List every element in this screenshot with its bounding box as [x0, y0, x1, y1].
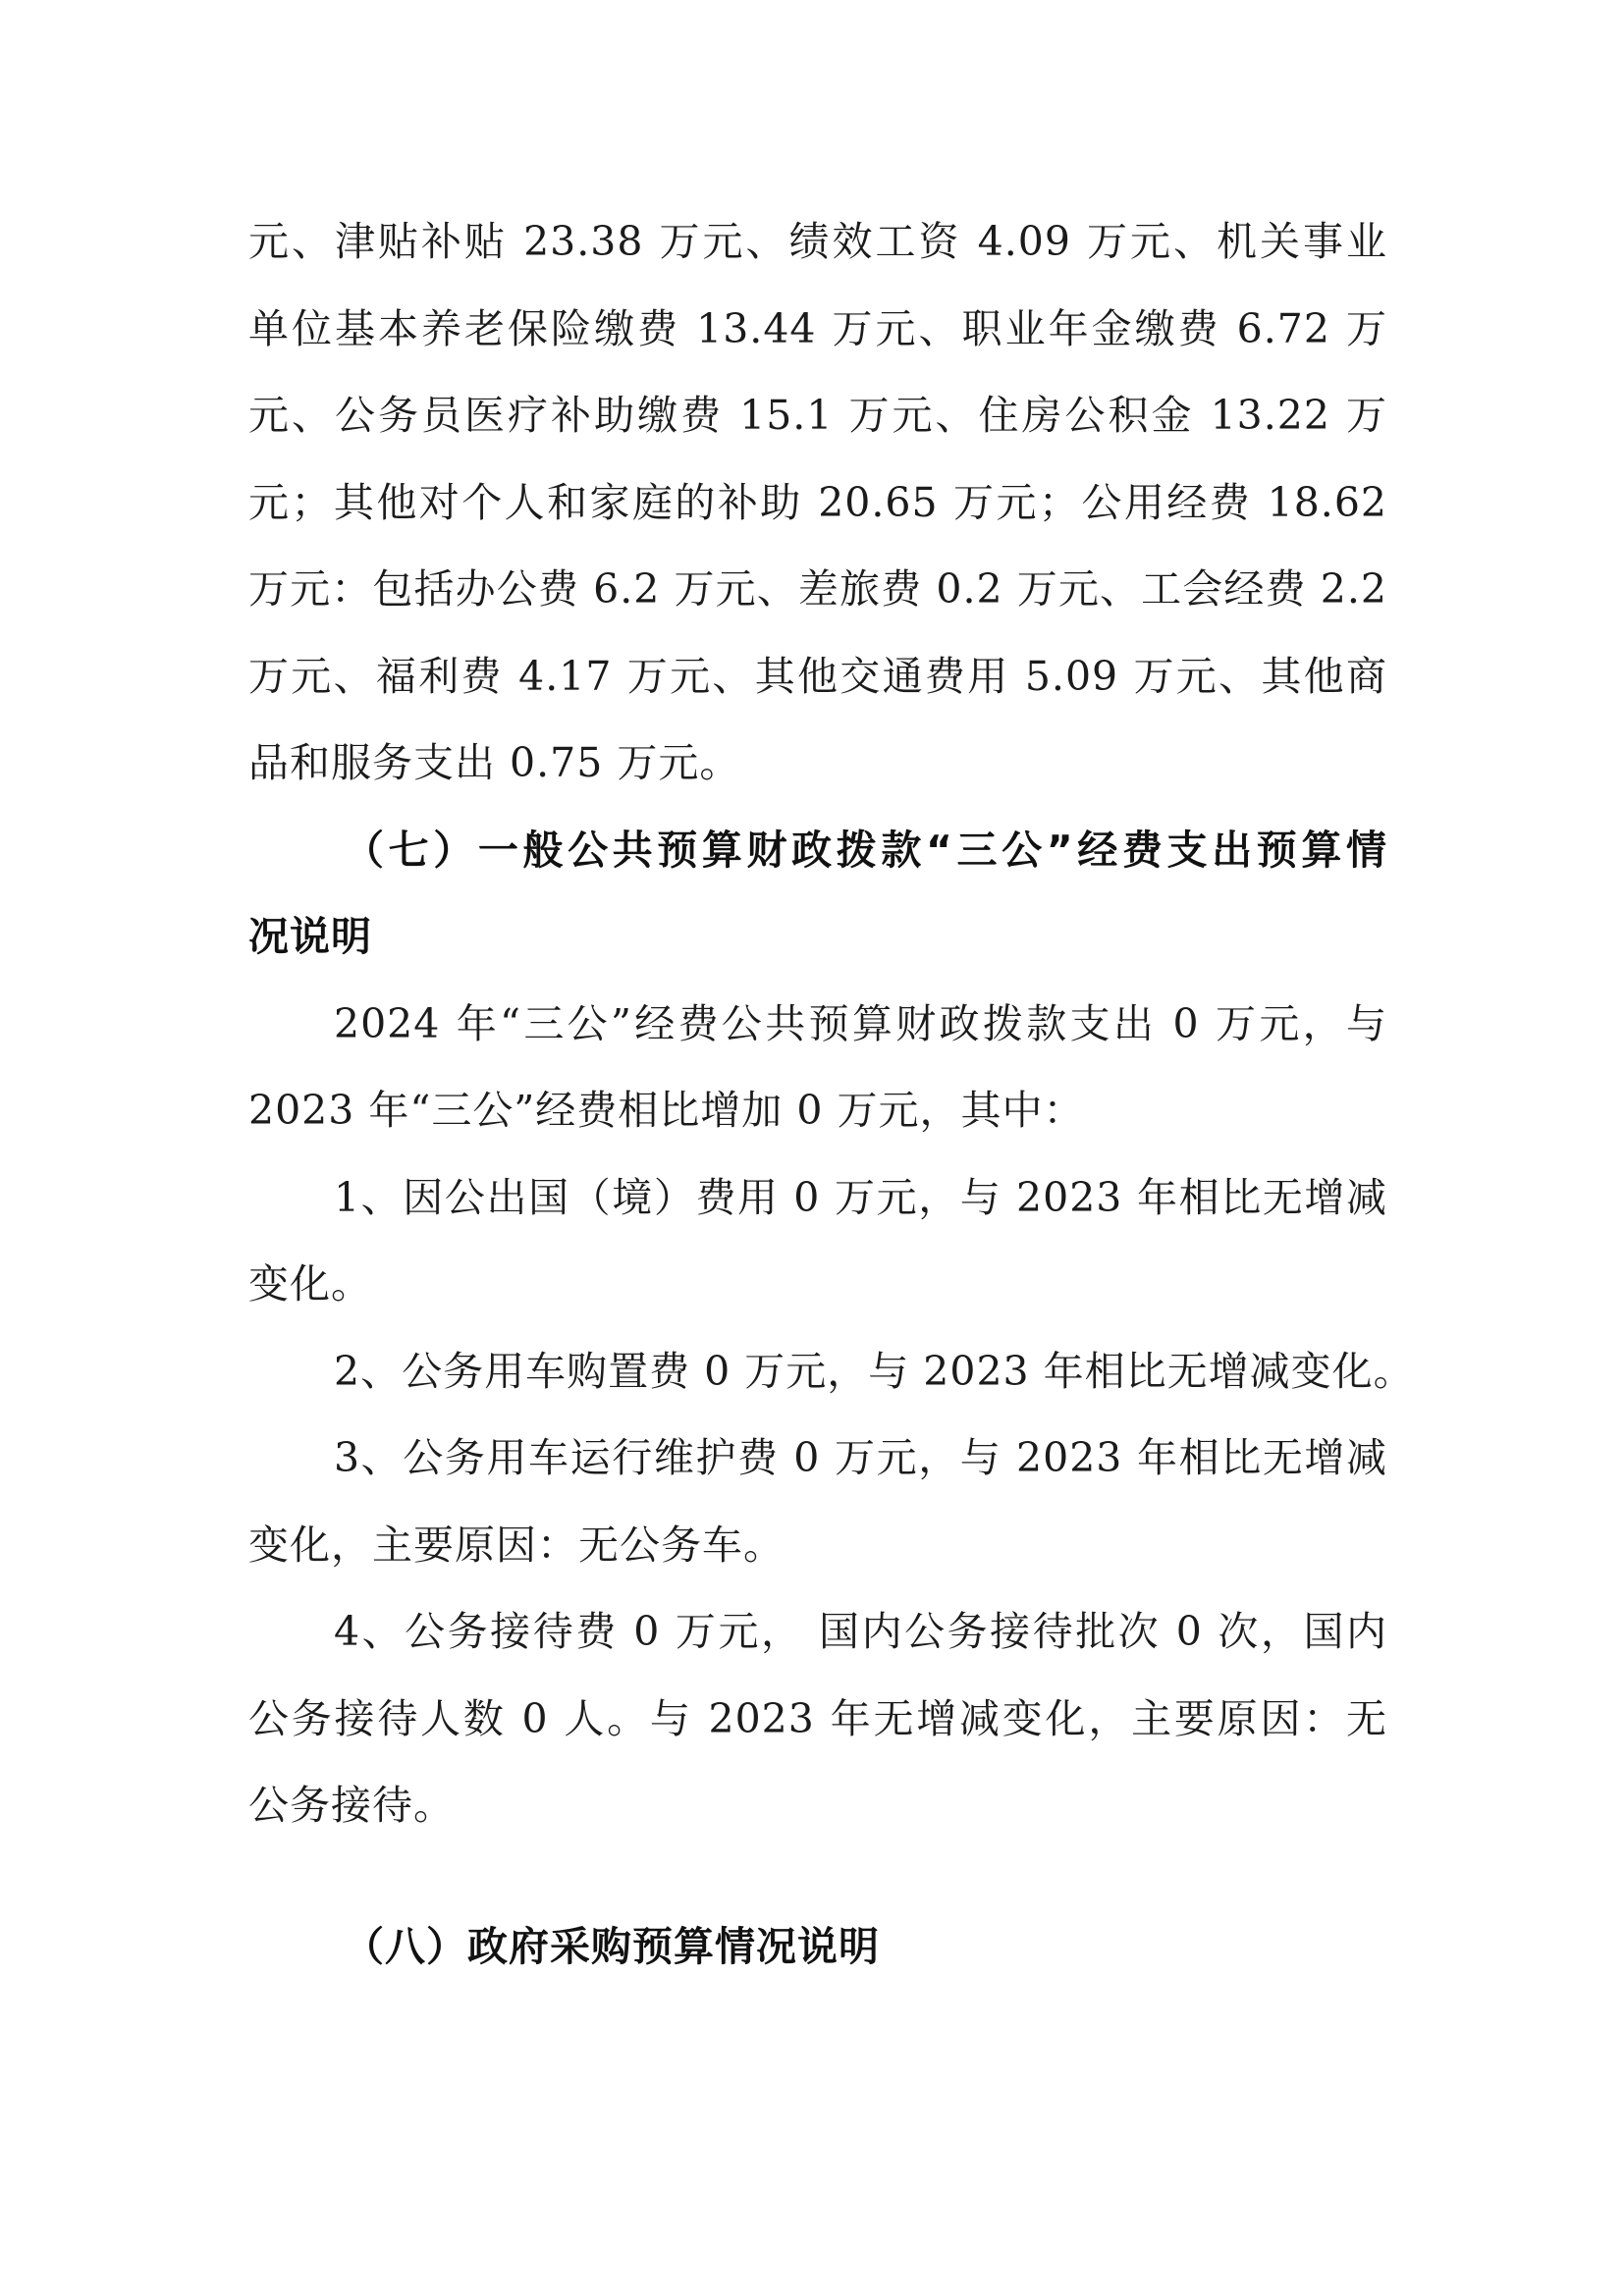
paragraph-line: 2023 年“三公”经费相比增加 0 万元，其中： — [248, 1087, 1085, 1134]
section-heading-8: （八）政府采购预算情况说明 — [344, 1923, 880, 1970]
paragraph-line: 元、公务员医疗补助缴费 15.1 万元、住房公积金 13.22 万 — [248, 392, 1387, 439]
paragraph-line: 万元、福利费 4.17 万元、其他交通费用 5.09 万元、其他商 — [248, 653, 1387, 700]
paragraph-line: 品和服务支出 0.75 万元。 — [248, 739, 741, 786]
list-item-4-cont: 公务接待。 — [248, 1782, 455, 1829]
paragraph-line: 单位基本养老保险缴费 13.44 万元、职业年金缴费 6.72 万 — [248, 305, 1387, 352]
list-item-4-cont: 公务接待人数 0 人。与 2023 年无增减变化，主要原因：无 — [248, 1695, 1387, 1742]
paragraph-line: 元；其他对个人和家庭的补助 20.65 万元；公用经费 18.62 — [248, 479, 1387, 526]
list-item-1: 1、因公出国（境）费用 0 万元，与 2023 年相比无增减 — [334, 1174, 1387, 1221]
list-item-3: 3、公务用车运行维护费 0 万元，与 2023 年相比无增减 — [334, 1434, 1387, 1481]
list-item-4: 4、公务接待费 0 万元， 国内公务接待批次 0 次，国内 — [334, 1608, 1387, 1655]
paragraph-line: 万元：包括办公费 6.2 万元、差旅费 0.2 万元、工会经费 2.2 — [248, 565, 1387, 613]
section-heading-7: （七）一般公共预算财政拨款“三公”经费支出预算情 — [344, 827, 1387, 874]
paragraph-line: 2024 年“三公”经费公共预算财政拨款支出 0 万元，与 — [334, 1000, 1387, 1047]
section-heading-7-cont: 况说明 — [248, 913, 372, 960]
list-item-1-cont: 变化。 — [248, 1260, 372, 1308]
list-item-3-cont: 变化，主要原因：无公务车。 — [248, 1522, 785, 1569]
list-item-2: 2、公务用车购置费 0 万元，与 2023 年相比无增减变化。 — [334, 1348, 1415, 1395]
paragraph-line: 元、津贴补贴 23.38 万元、绩效工资 4.09 万元、机关事业 — [248, 218, 1387, 265]
